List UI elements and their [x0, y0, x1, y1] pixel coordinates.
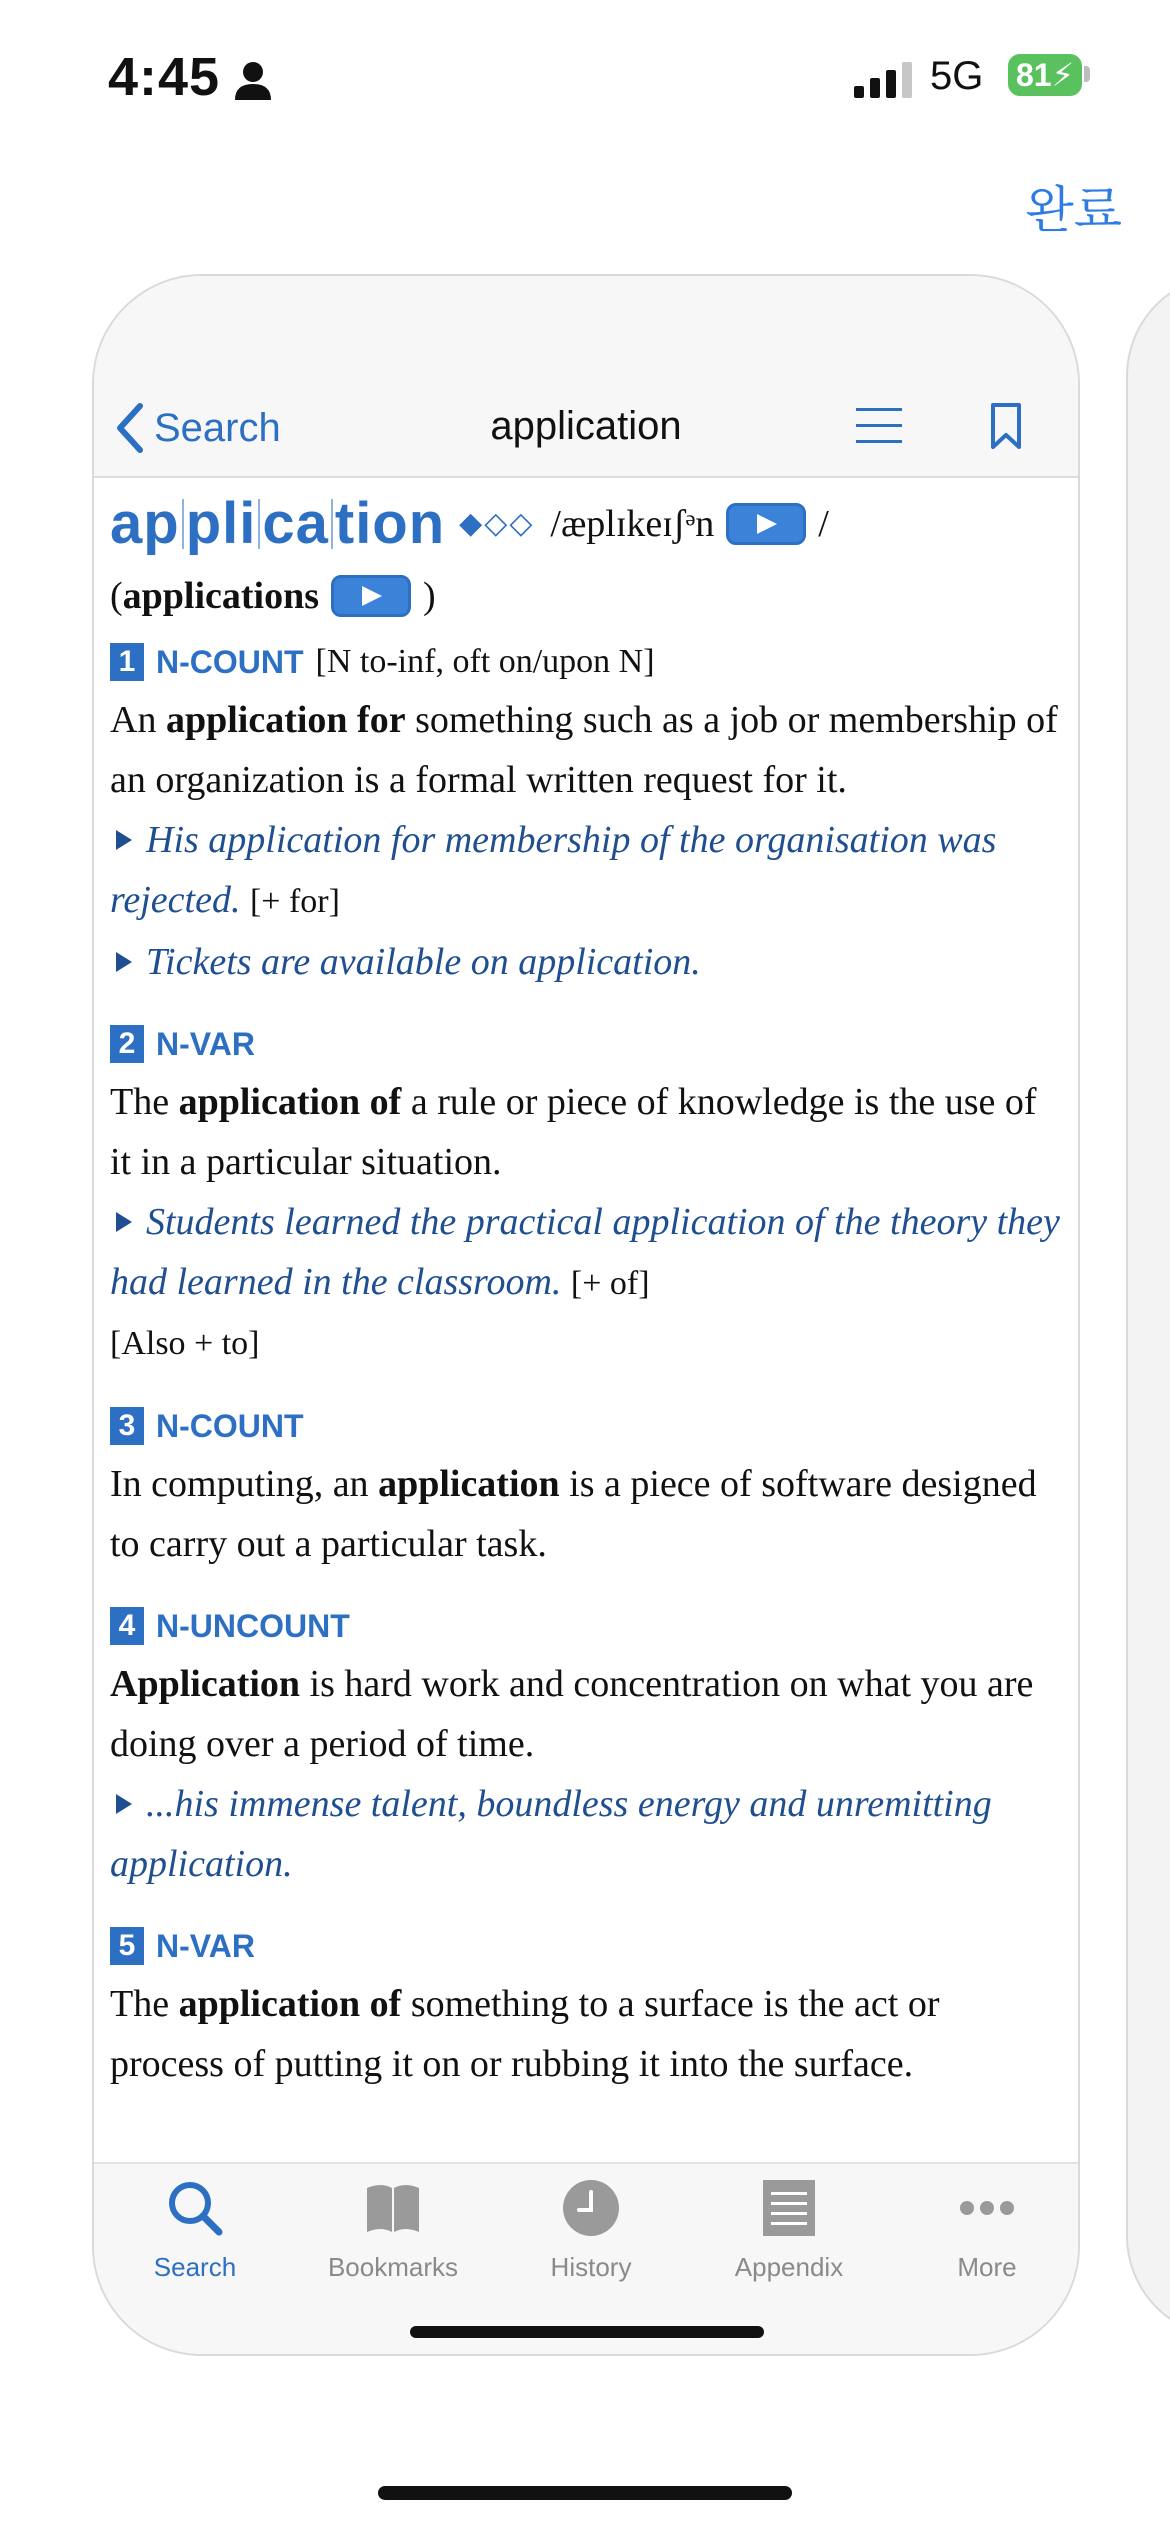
definition-text: something to a surface is the act or process of putting it on or rubbing it into the surface.: [110, 1983, 940, 2085]
tab-more[interactable]: [892, 2178, 1080, 2283]
person-icon: [233, 60, 273, 100]
status-bar: [0, 0, 1170, 150]
sense-number: 2: [110, 1025, 144, 1063]
headword-syllable: ca: [262, 491, 329, 556]
play-triangle-icon: [116, 952, 132, 972]
done-button[interactable]: 완료: [1025, 182, 1122, 238]
sense-number: 1: [110, 643, 144, 681]
battery-indicator: 81⚡: [1008, 54, 1082, 96]
play-triangle-icon: [116, 1212, 132, 1232]
play-audio-button[interactable]: [726, 503, 806, 545]
sense-number: 3: [110, 1407, 144, 1445]
definition-text: is a piece of software designed to carry out a particular task.: [110, 1463, 1037, 1565]
example-text: Students learned the practical application of the theory they had learned in the classroom.: [110, 1201, 1060, 1303]
adjacent-panel: [1126, 274, 1170, 2338]
tab-bookmarks[interactable]: [298, 2178, 488, 2283]
pronunciation: /æplɪkeɪʃᵊn: [550, 503, 715, 545]
definition-keyword: application of: [178, 1081, 402, 1123]
example-note: [+ for]: [249, 883, 340, 920]
nav-title: application: [490, 404, 682, 448]
part-of-speech: N-VAR: [156, 1026, 255, 1062]
search-icon: [165, 2178, 225, 2238]
document-icon: [759, 2178, 819, 2238]
definition-text: In computing, an: [110, 1463, 379, 1505]
bookmark-icon[interactable]: [990, 402, 1022, 450]
definition: [110, 690, 1060, 810]
definition-keyword: application of: [178, 1983, 402, 2025]
sense-number: 4: [110, 1607, 144, 1645]
more-dots-icon: [957, 2178, 1017, 2238]
plural-form: applications: [122, 575, 320, 617]
sense-header: [110, 1918, 1060, 1974]
frequency-diamonds: ◆◇◇: [459, 507, 535, 540]
definition-text: something such as a job or membership of an organization is a formal written request for it.: [110, 699, 1058, 801]
example[interactable]: [110, 1192, 1060, 1314]
definition: [110, 1072, 1060, 1192]
sense-number: 5: [110, 1927, 144, 1965]
sense-header: [110, 1016, 1060, 1072]
menu-icon[interactable]: [856, 406, 902, 446]
headword: [110, 491, 446, 556]
headword-syllable: tion: [334, 491, 446, 556]
signal-icon: [854, 62, 912, 98]
sense: [110, 634, 1060, 992]
panel-home-indicator: [410, 2326, 764, 2338]
forms-paren: (: [110, 575, 123, 617]
part-of-speech: N-VAR: [156, 1928, 255, 1964]
sense-header: [110, 1598, 1060, 1654]
definition: [110, 1654, 1060, 1774]
play-triangle-icon: [116, 830, 132, 850]
back-label: Search: [154, 405, 281, 450]
part-of-speech: N-COUNT: [156, 644, 304, 680]
definition-keyword: application for: [165, 699, 406, 741]
definition-text: An: [110, 699, 166, 741]
tab-label: History: [550, 2252, 632, 2282]
battery-tip: [1084, 66, 1090, 82]
example[interactable]: [110, 932, 1060, 992]
network-type: 5G: [930, 54, 984, 98]
definition-keyword: Application: [110, 1663, 301, 1705]
tab-label: Search: [153, 2252, 237, 2282]
definition: [110, 1974, 1060, 2094]
definition-keyword: application: [378, 1463, 560, 1505]
play-triangle-icon: [116, 1794, 132, 1814]
dictionary-panel: [92, 274, 1080, 2356]
example[interactable]: [110, 810, 1060, 932]
tab-label: More: [957, 2252, 1017, 2282]
sense-header: [110, 1398, 1060, 1454]
home-indicator: [378, 2486, 792, 2500]
also-note: [Also + to]: [110, 1325, 260, 1362]
headword-syllable: pli: [185, 491, 257, 556]
status-time: 4:45: [108, 47, 221, 107]
sense-header: [110, 634, 1060, 690]
example-text: ...his immense talent, boundless energy and unremitting application.: [110, 1783, 992, 1885]
word-forms: [110, 562, 1060, 630]
example-text: His application for membership of the organisation was rejected.: [110, 819, 997, 921]
tab-search[interactable]: [100, 2178, 290, 2283]
definition: [110, 1454, 1060, 1574]
sense: [110, 1918, 1060, 2094]
clock-icon: [561, 2178, 621, 2238]
definition-text: The: [110, 1081, 179, 1123]
definition-text: a rule or piece of knowledge is the use of it in a particular situation.: [110, 1081, 1037, 1183]
example-note: [+ of]: [570, 1265, 650, 1302]
battery-level: 81: [1015, 57, 1052, 93]
forms-paren: ): [423, 575, 436, 617]
tab-label: Bookmarks: [327, 2252, 459, 2282]
part-of-speech: N-COUNT: [156, 1408, 304, 1444]
dictionary-entry: [110, 486, 1060, 2246]
example-text: Tickets are available on application.: [146, 941, 701, 983]
pronunciation-end: /: [818, 503, 829, 545]
example[interactable]: [110, 1774, 1060, 1894]
sense: [110, 1598, 1060, 1894]
tab-history[interactable]: [496, 2178, 686, 2283]
sense: [110, 1016, 1060, 1374]
headword-syllable: ap: [110, 491, 180, 556]
definition-text: The: [110, 1983, 179, 2025]
tab-label: Appendix: [734, 2252, 844, 2282]
definition-text: is hard work and concentration on what you are doing over a period of time.: [110, 1663, 1034, 1765]
headword-line: [110, 486, 1060, 562]
sense: [110, 1398, 1060, 1574]
book-icon: [363, 2178, 423, 2238]
part-of-speech: N-UNCOUNT: [156, 1608, 350, 1644]
tab-appendix[interactable]: [694, 2178, 884, 2283]
play-audio-button[interactable]: [331, 575, 411, 617]
grammar-note: [N to-inf, oft on/upon N]: [315, 643, 655, 680]
nav-bar: [94, 376, 1078, 478]
